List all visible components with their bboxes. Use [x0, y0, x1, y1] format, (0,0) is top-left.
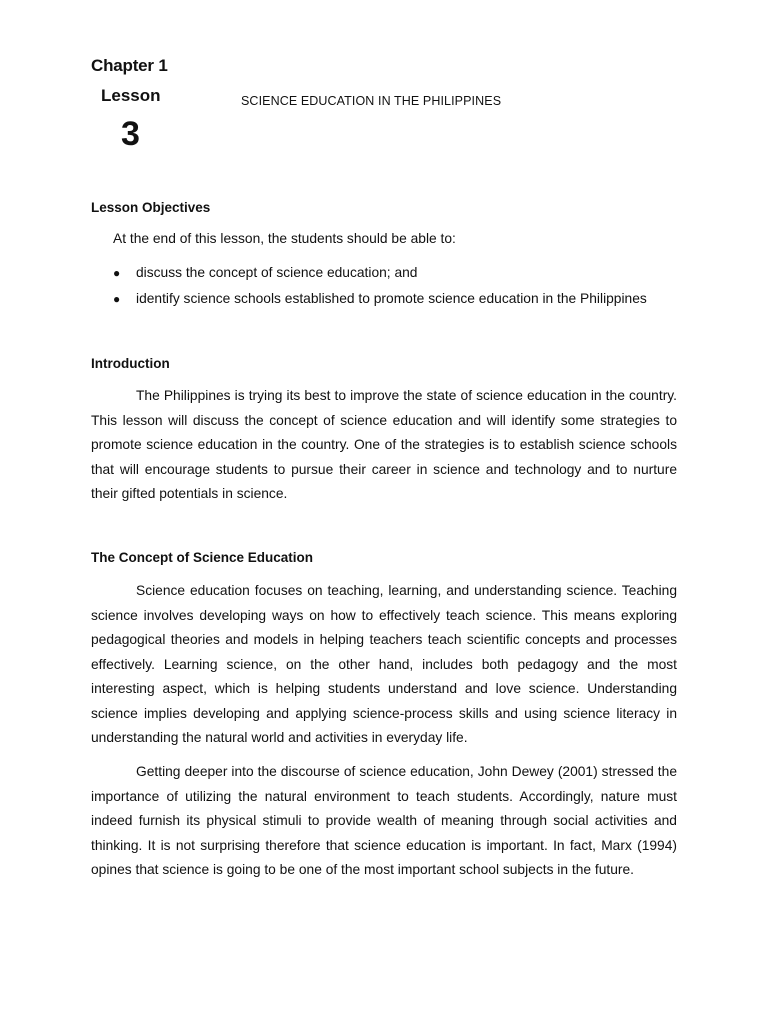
- lesson-label: Lesson: [101, 86, 161, 105]
- list-item: [113, 287, 647, 313]
- objectives-heading: Lesson Objectives: [91, 200, 211, 215]
- introduction-paragraph: The Philippines is trying its best to improve the state of science education in the country. This lesson will discuss the concept of science education and will identify some strategies to promote science education in the country. One of the strategies is to establish science schools that will encourage students to pursue their career in science and technology and to nurture their gifted potentials in science.: [91, 388, 677, 501]
- objectives-list: [113, 261, 647, 313]
- introduction-heading: Introduction: [91, 356, 170, 371]
- lesson-title: SCIENCE EDUCATION IN THE PHILIPPINES: [241, 94, 502, 108]
- objective-text: identify science schools established to promote science education in the Philippines: [136, 291, 647, 306]
- objective-text: discuss the concept of science education; and: [136, 265, 418, 280]
- objectives-intro: At the end of this lesson, the students should be able to:: [113, 231, 456, 246]
- concept-paragraph: Getting deeper into the discourse of science education, John Dewey (2001) stressed the importance of utilizing the natural environment to teach students. Accordingly, nature must indeed furnish its physical stimuli to provide wealth of meaning through social activities and thinking. It is not surprising therefore that science education is important. In fact, Marx (1994) opines that science is going to be one of the most important school subjects in the future.: [91, 764, 677, 877]
- bullet-icon: ●: [113, 292, 121, 306]
- lesson-number: 3: [121, 115, 140, 153]
- concept-heading: The Concept of Science Education: [91, 550, 314, 565]
- list-item: [113, 261, 647, 287]
- bullet-icon: ●: [113, 266, 121, 280]
- chapter-label: Chapter 1: [91, 56, 168, 75]
- concept-paragraph: Science education focuses on teaching, learning, and understanding science. Teaching science involves developing ways on how to effectively teach science. This means exploring pedagogical theories and models in helping teachers teach scientific concepts and processes effectively. Learning science, on the other hand, includes both pedagogy and the most interesting aspect, which is helping students understand and love science. Understanding science implies developing and applying science-process skills and using science literacy in understanding the natural world and activities in everyday life.: [91, 583, 677, 745]
